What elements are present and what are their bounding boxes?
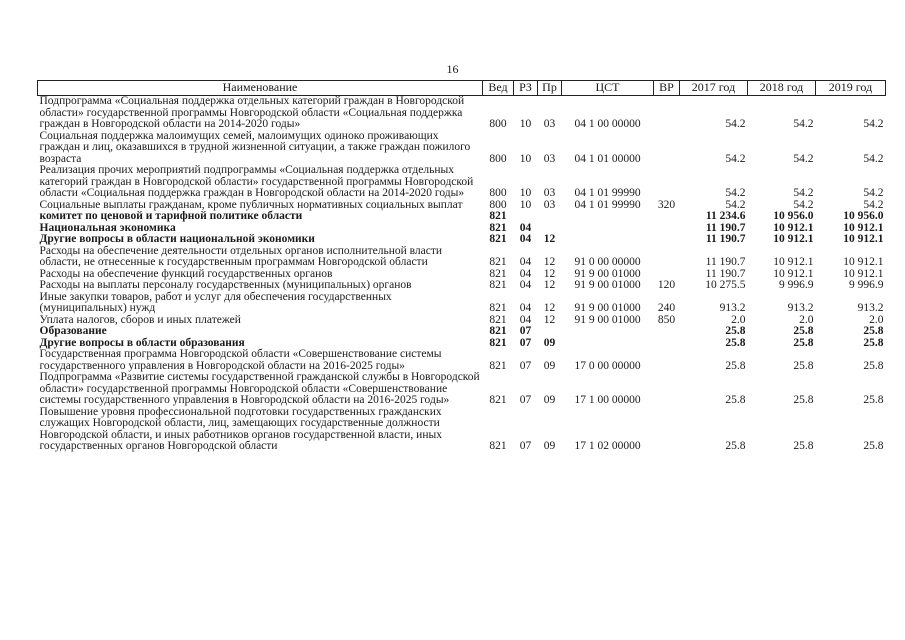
cell-name: Другие вопросы в области образования (39, 336, 245, 349)
cell-name: Образование (39, 325, 107, 337)
cell-2019: 25.8 (863, 325, 884, 337)
table-row (38, 407, 886, 453)
cell-pr: 03 (543, 198, 556, 211)
cell-cst (562, 211, 654, 223)
cell-2018: 10 912.1 (773, 267, 814, 280)
cell-2019: 25.8 (863, 440, 884, 452)
cell-cst: 91 0 00 00000 (574, 256, 641, 268)
cell-rz: 04 (519, 233, 532, 245)
cell-2019: 54.2 (863, 198, 884, 211)
cell-name: Социальные выплаты гражданам, кроме публичных нормативных социальных выплат (39, 198, 463, 211)
cell-vr (654, 223, 680, 235)
cell-cst: 17 1 02 00000 (574, 440, 641, 452)
cell-2018: 25.8 (793, 440, 814, 452)
cell-name: Подпрограмма «Социальная поддержка отдельных категорий граждан в Новгородской области» государственной программы Новгородской области «Социальная поддержка граждан в Новгородской области на 2014-2020 годы» (39, 95, 465, 130)
cell-rz: 07 (519, 440, 532, 452)
cell-ved: 821 (489, 267, 507, 280)
cell-2018: 10 912.1 (773, 233, 814, 245)
cell-2019: 54.2 (863, 152, 884, 165)
cell-pr (538, 211, 562, 223)
cell-rz: 07 (519, 336, 532, 349)
cell-rz: 10 (519, 118, 532, 130)
cell-2018: 10 912.1 (773, 221, 814, 234)
cell-cst: 17 0 00 00000 (574, 359, 641, 372)
cell-name: Расходы на обеспечение функций государственных органов (39, 267, 333, 280)
cell-2019: 913.2 (857, 302, 884, 314)
cell-rz: 04 (519, 279, 532, 291)
cell-2018: 2.0 (799, 313, 814, 326)
cell-2017: 913.2 (719, 302, 746, 314)
table-row (38, 211, 886, 223)
cell-pr: 09 (543, 359, 556, 372)
header-ved: Вед (483, 81, 514, 96)
cell-pr: 12 (543, 233, 556, 245)
cell-ved: 821 (489, 394, 507, 406)
budget-table (37, 80, 886, 453)
cell-name: Социальная поддержка малоимущих семей, малоимущих одиноко проживающих граждан и лиц, оказавшихся в трудной жизненной ситуации, а также граждан пожилого возраста (39, 129, 471, 165)
cell-2017: 54.2 (725, 187, 746, 199)
table-row (38, 246, 886, 269)
cell-2019: 54.2 (863, 118, 884, 130)
cell-name: Повышение уровня профессиональной подготовки государственных гражданских служащих Новгородской области, лиц, замещающих государственные должности Новгородской области, и иных работников органов государственной власти, иных государственных органов Новгородской области (39, 405, 442, 452)
cell-rz: 07 (519, 325, 532, 337)
cell-cst: 04 1 00 00000 (574, 118, 641, 130)
cell-2018: 54.2 (793, 152, 814, 165)
cell-name: комитет по ценовой и тарифной политике области (39, 210, 303, 222)
cell-vr (654, 338, 680, 350)
table-row (38, 280, 886, 292)
table-row (38, 315, 886, 327)
cell-2019: 25.8 (863, 394, 884, 406)
table-row (38, 96, 886, 131)
cell-2019: 10 912.1 (843, 221, 884, 234)
cell-2017: 25.8 (725, 359, 746, 372)
cell-pr: 12 (543, 267, 556, 280)
cell-2017: 11 234.6 (705, 210, 746, 222)
cell-name: Национальная экономика (39, 221, 176, 234)
cell-2018: 54.2 (793, 187, 814, 199)
cell-cst (562, 338, 654, 350)
cell-name: Расходы на выплаты персоналу государственных (муниципальных) органов (39, 279, 412, 291)
cell-ved: 821 (489, 302, 507, 314)
table-row (38, 349, 886, 372)
cell-name: Государственная программа Новгородской области «Совершенствование системы государственного управления в Новгородской области на 2016-2025 годы» (39, 348, 442, 372)
header-cst: ЦСТ (562, 81, 654, 96)
header-pr: Пр (538, 81, 562, 96)
cell-cst: 91 9 00 01000 (574, 313, 641, 326)
cell-rz: 04 (519, 313, 532, 326)
cell-rz (514, 211, 538, 223)
cell-2017: 11 190.7 (705, 221, 746, 234)
table-row (38, 234, 886, 246)
cell-ved: 821 (489, 256, 507, 268)
cell-pr: 03 (543, 152, 556, 165)
cell-ved: 800 (489, 152, 507, 165)
cell-vr: 850 (657, 313, 676, 326)
cell-ved: 821 (489, 325, 507, 337)
cell-name: Подпрограмма «Развитие системы государственной гражданской службы в Новгородской области» государственной программы Новгородской области «Совершенствование системы государственного управления в Новгородской области на 2016-2025 годы» (39, 371, 480, 406)
cell-cst: 91 9 00 01000 (574, 302, 641, 314)
cell-vr (654, 372, 680, 407)
cell-2017: 25.8 (725, 440, 746, 452)
header-2018: 2018 год (748, 81, 816, 96)
cell-ved: 800 (489, 118, 507, 130)
cell-2018: 54.2 (793, 198, 814, 211)
cell-2019: 2.0 (869, 313, 884, 326)
cell-vr (654, 211, 680, 223)
cell-ved: 821 (489, 336, 507, 349)
cell-pr (538, 326, 562, 338)
cell-rz: 04 (519, 267, 532, 280)
cell-2019: 54.2 (863, 187, 884, 199)
cell-pr: 09 (543, 440, 556, 452)
cell-cst (562, 223, 654, 235)
header-2017: 2017 год (680, 81, 748, 96)
cell-2018: 25.8 (793, 325, 814, 337)
cell-pr: 12 (543, 313, 556, 326)
cell-2018: 25.8 (793, 359, 814, 372)
cell-2018: 913.2 (787, 302, 814, 314)
cell-cst: 04 1 01 99990 (574, 198, 641, 211)
cell-2018: 10 956.0 (773, 210, 814, 222)
cell-name: Расходы на обеспечение деятельности отдельных органов исполнительной власти области, не отнесенные к государственным программам Новгородской области (39, 244, 443, 268)
cell-2017: 11 190.7 (705, 233, 746, 245)
cell-rz: 04 (519, 221, 532, 234)
cell-rz: 10 (519, 187, 532, 199)
table-row (38, 131, 886, 166)
cell-2018: 54.2 (793, 118, 814, 130)
cell-2019: 10 912.1 (843, 233, 884, 245)
cell-pr: 09 (543, 336, 556, 349)
cell-pr: 12 (543, 279, 556, 291)
cell-2019: 9 996.9 (849, 279, 884, 291)
cell-2019: 10 912.1 (843, 256, 884, 268)
cell-2017: 11 190.7 (705, 267, 746, 280)
cell-2019: 10 912.1 (843, 267, 884, 280)
cell-vr (654, 407, 680, 453)
cell-rz: 10 (519, 198, 532, 211)
cell-ved: 821 (489, 359, 507, 372)
cell-ved: 821 (489, 440, 507, 452)
cell-2017: 10 275.5 (705, 279, 746, 291)
cell-2017: 54.2 (725, 198, 746, 211)
cell-cst: 04 1 01 00000 (574, 152, 641, 165)
cell-cst: 91 9 00 01000 (574, 279, 641, 291)
table-row (38, 372, 886, 407)
table-row (38, 292, 886, 315)
header-2019: 2019 год (816, 81, 886, 96)
cell-ved: 821 (489, 313, 507, 326)
cell-cst: 04 1 01 99990 (574, 187, 641, 199)
cell-2018: 25.8 (793, 394, 814, 406)
cell-2018: 10 912.1 (773, 256, 814, 268)
cell-ved: 821 (489, 221, 507, 234)
header-vr: ВР (654, 81, 680, 96)
cell-cst (562, 326, 654, 338)
cell-2019: 25.8 (863, 359, 884, 372)
table-row (38, 326, 886, 338)
cell-name: Уплата налогов, сборов и иных платежей (39, 313, 241, 326)
cell-2019: 25.8 (863, 336, 884, 349)
cell-rz: 07 (519, 359, 532, 372)
cell-name: Другие вопросы в области национальной экономики (39, 233, 315, 245)
cell-2017: 2.0 (731, 313, 746, 326)
cell-2017: 54.2 (725, 118, 746, 130)
header-row (38, 81, 886, 96)
cell-vr (654, 131, 680, 166)
cell-cst: 17 1 00 00000 (574, 394, 641, 406)
cell-ved: 800 (489, 198, 507, 211)
cell-rz: 04 (519, 302, 532, 314)
cell-cst: 91 9 00 01000 (574, 267, 641, 280)
cell-vr (654, 246, 680, 269)
cell-2017: 11 190.7 (705, 256, 746, 268)
cell-2017: 25.8 (725, 394, 746, 406)
cell-vr: 120 (657, 279, 676, 291)
header-name: Наименование (38, 81, 483, 96)
cell-2017: 54.2 (725, 152, 746, 165)
cell-vr: 320 (657, 198, 676, 211)
cell-pr: 12 (543, 256, 556, 268)
cell-name: Реализация прочих мероприятий подпрограммы «Социальная поддержка отдельных категорий граждан в Новгородской области» государственной программы Новгородской области «Социальная поддержка граждан в Новгородской области на 2014-2020 годы» (39, 164, 474, 199)
table-row (38, 165, 886, 200)
cell-name: Иные закупки товаров, работ и услуг для обеспечения государственных (муниципальных) нужд (39, 290, 392, 314)
cell-pr: 03 (543, 118, 556, 130)
cell-vr (654, 349, 680, 372)
cell-2018: 9 996.9 (779, 279, 814, 291)
cell-ved: 821 (489, 233, 507, 245)
cell-pr: 12 (543, 302, 556, 314)
cell-rz: 07 (519, 394, 532, 406)
cell-2019: 10 956.0 (843, 210, 884, 222)
page-number: 16 (446, 62, 459, 76)
cell-2017: 25.8 (725, 325, 746, 337)
cell-cst (562, 234, 654, 246)
cell-rz: 04 (519, 256, 532, 268)
cell-vr (654, 165, 680, 200)
cell-pr: 09 (543, 394, 556, 406)
cell-ved: 821 (489, 210, 507, 222)
cell-pr: 03 (543, 187, 556, 199)
cell-2018: 25.8 (793, 336, 814, 349)
cell-rz: 10 (519, 152, 532, 165)
cell-vr: 240 (657, 302, 676, 314)
cell-vr (654, 96, 680, 131)
cell-2017: 25.8 (725, 336, 746, 349)
cell-vr (654, 234, 680, 246)
cell-ved: 800 (489, 187, 507, 199)
cell-vr (654, 326, 680, 338)
cell-ved: 821 (489, 279, 507, 291)
header-rz: РЗ (514, 81, 538, 96)
